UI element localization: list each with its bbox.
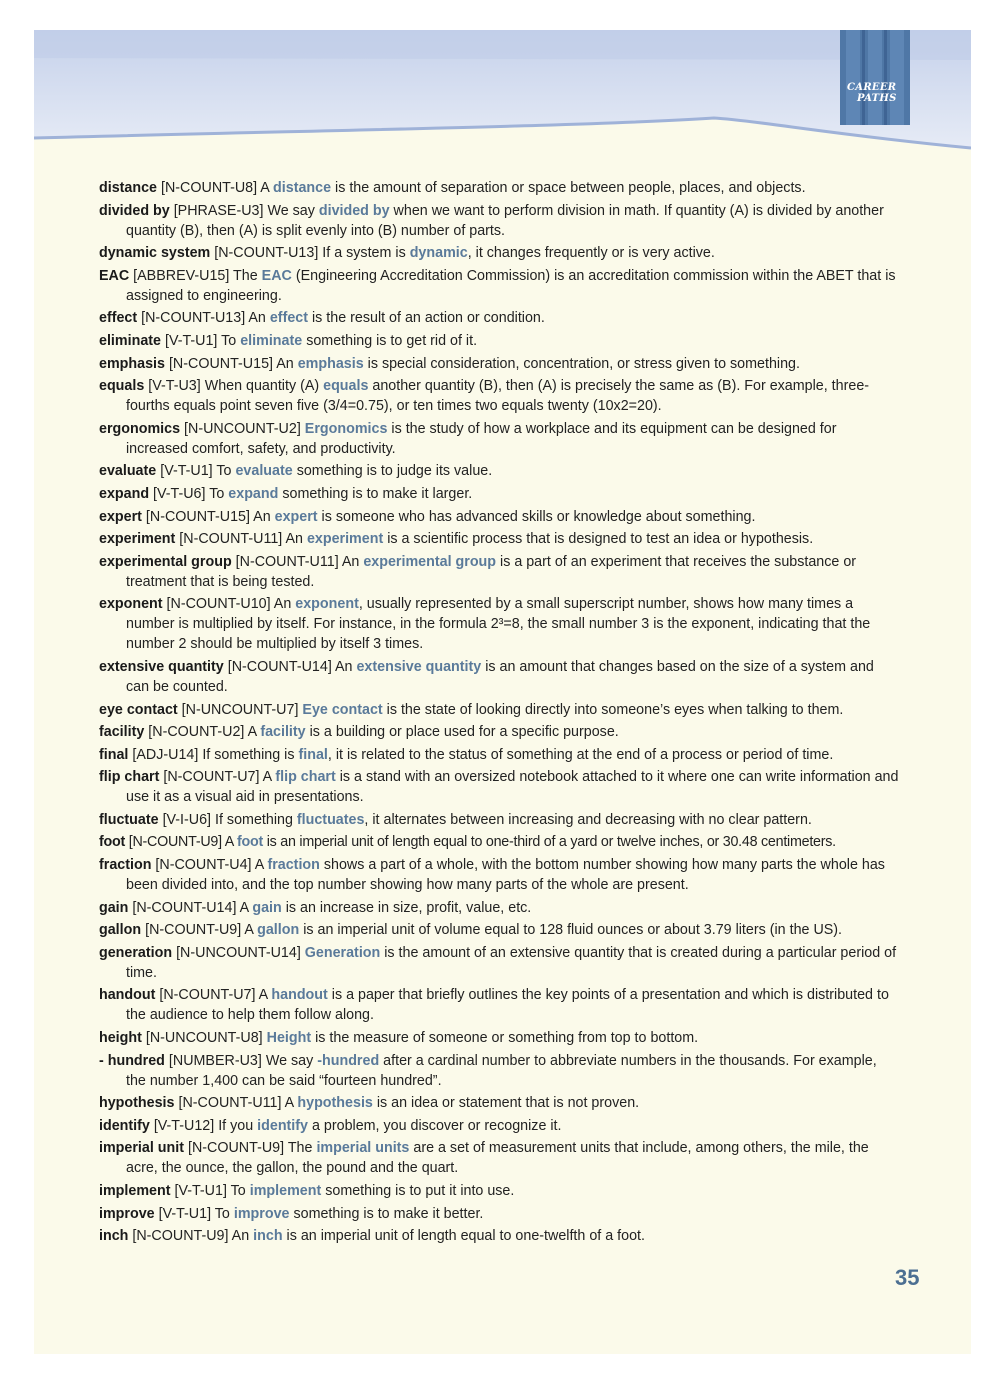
glossary-entry xyxy=(99,767,899,807)
entry-highlight: divided by xyxy=(318,202,390,219)
entry-highlight: evaluate xyxy=(235,463,293,480)
entry-highlight: Ergonomics xyxy=(304,420,388,437)
entry-tag: [N-COUNT-U7] xyxy=(163,769,260,786)
glossary-entry xyxy=(99,201,899,241)
entry-pre: A xyxy=(260,180,270,196)
entry-pre: If you xyxy=(218,1117,254,1134)
entry-tag: [V-T-U1] xyxy=(174,1183,227,1199)
entry-highlight: handout xyxy=(271,987,328,1004)
entry-term: identify xyxy=(99,1117,150,1134)
entry-definition: another quantity (B), then (A) is precisely the same as (B). For example, three-fourths equals point seven five (3/4=0.75), or ten times two equals twenty (10x2=20). xyxy=(126,378,870,415)
entry-term: experimental group xyxy=(99,553,232,570)
entry-definition: is an increase in size, profit, value, etc. xyxy=(285,899,532,916)
glossary-entry xyxy=(99,722,899,742)
glossary-entry xyxy=(99,594,899,654)
entry-highlight: imperial units xyxy=(316,1140,410,1157)
entry-highlight: Height xyxy=(266,1030,312,1047)
entry-definition: something is to make it larger. xyxy=(282,485,473,502)
glossary-entry xyxy=(99,484,899,504)
entry-tag: [PHRASE-U3] xyxy=(173,202,264,219)
entry-definition: is an imperial unit of length equal to one-third of a yard or twelve inches, or 30.48 centimeters. xyxy=(266,834,836,851)
entry-highlight: flip chart xyxy=(275,769,336,786)
entry-tag: [N-COUNT-U14] xyxy=(227,658,332,675)
entry-pre: A xyxy=(254,857,264,874)
entry-highlight: equals xyxy=(323,378,369,395)
entry-term: hypothesis xyxy=(99,1095,175,1112)
entry-term: expert xyxy=(99,508,142,525)
entry-term: emphasis xyxy=(99,355,165,372)
entry-pre: An xyxy=(248,310,266,327)
entry-term: facility xyxy=(99,724,145,741)
entry-pre: To xyxy=(216,463,232,480)
entry-highlight: Generation xyxy=(304,944,381,961)
entry-term: handout xyxy=(99,987,156,1004)
entry-term: eliminate xyxy=(99,332,161,349)
entry-highlight: exponent xyxy=(295,596,359,613)
entry-pre: A xyxy=(247,724,257,741)
glossary-entry xyxy=(99,745,899,765)
entry-tag: [N-COUNT-U11] xyxy=(235,553,339,570)
entry-term: - hundred xyxy=(99,1052,165,1069)
entry-highlight: expand xyxy=(228,485,279,502)
glossary-entry xyxy=(99,920,899,940)
entry-definition: after a cardinal number to abbreviate numbers in the thousands. For example, the number 1,400 can be said “fourteen hundred”. xyxy=(126,1052,877,1089)
glossary-entry xyxy=(99,1116,899,1136)
glossary-entry xyxy=(99,376,899,416)
glossary-entry xyxy=(99,898,899,918)
entry-highlight: expert xyxy=(274,508,318,525)
entry-term: height xyxy=(99,1030,142,1047)
entry-definition: is the state of looking directly into someone’s eyes when talking to them. xyxy=(386,701,844,718)
entry-tag: [N-COUNT-U9] xyxy=(187,1140,285,1157)
entry-tag: [V-I-U6] xyxy=(162,811,212,828)
entry-highlight: gain xyxy=(252,899,282,916)
entry-term: gain xyxy=(99,899,129,916)
entry-pre: A xyxy=(239,899,249,916)
entry-tag: [N-UNCOUNT-U2] xyxy=(184,420,301,437)
entry-highlight: gallon xyxy=(257,922,300,939)
entry-term: expand xyxy=(99,485,150,502)
entry-pre: To xyxy=(209,485,225,502)
entry-term: exponent xyxy=(99,596,163,613)
glossary-entry xyxy=(99,354,899,374)
entry-highlight: extensive quantity xyxy=(356,658,482,675)
glossary-entry xyxy=(99,178,899,198)
glossary-entry xyxy=(99,943,899,983)
entry-definition: is the amount of separation or space between people, places, and objects. xyxy=(335,180,806,196)
entry-term: divided by xyxy=(99,202,170,219)
entry-definition: is an amount that changes based on the size of a system and can be counted. xyxy=(126,658,874,695)
entry-definition: is the study of how a workplace and its equipment can be designed for increased comfort, safety, and productivity. xyxy=(126,420,837,457)
glossary-entry xyxy=(99,1226,899,1246)
entry-tag: [N-COUNT-U2] xyxy=(148,724,245,741)
entry-highlight: dynamic xyxy=(409,245,468,262)
glossary-entry xyxy=(99,1181,899,1201)
entry-tag: [N-COUNT-U15] xyxy=(145,508,250,525)
entry-tag: [NUMBER-U3] xyxy=(168,1052,262,1069)
entry-tag: [V-T-U3] xyxy=(148,378,201,395)
glossary-entry xyxy=(99,1028,899,1048)
entry-highlight: fluctuates xyxy=(296,811,365,828)
glossary-entry xyxy=(99,419,899,459)
entry-term: ergonomics xyxy=(99,420,181,437)
glossary-entry xyxy=(99,832,899,852)
entry-pre: The xyxy=(233,267,258,284)
entry-highlight: emphasis xyxy=(297,355,364,372)
entry-pre: To xyxy=(230,1183,246,1199)
entry-definition: is an imperial unit of length equal to one-twelfth of a foot. xyxy=(286,1228,645,1245)
entry-pre: If a system is xyxy=(322,245,406,262)
entry-highlight: experiment xyxy=(306,531,384,548)
entry-definition: , it changes frequently or is very active. xyxy=(467,245,715,262)
entry-tag: [N-COUNT-U9] xyxy=(128,834,222,851)
entry-pre: A xyxy=(262,769,272,786)
entry-term: foot xyxy=(99,834,125,851)
entry-tag: [N-COUNT-U7] xyxy=(159,987,256,1004)
entry-term: eye contact xyxy=(99,701,178,718)
entry-pre: To xyxy=(221,332,237,349)
glossary-entry xyxy=(99,855,899,895)
page-number: 35 xyxy=(895,1265,920,1290)
entry-term: implement xyxy=(99,1183,171,1199)
entry-tag: [N-UNCOUNT-U8] xyxy=(145,1030,263,1047)
entry-pre: An xyxy=(334,658,353,675)
entry-pre: When quantity (A) xyxy=(204,378,320,395)
glossary-entry xyxy=(99,1051,899,1091)
glossary-entry xyxy=(99,985,899,1025)
entry-pre: An xyxy=(273,596,292,613)
entry-highlight: final xyxy=(298,746,328,763)
entry-pre: To xyxy=(214,1205,230,1222)
entry-term: dynamic system xyxy=(99,245,211,262)
entry-tag: [N-COUNT-U11] xyxy=(178,1095,282,1112)
entry-highlight: facility xyxy=(260,724,306,741)
entry-definition: is someone who has advanced skills or knowledge about something. xyxy=(321,508,756,525)
entry-term: fraction xyxy=(99,857,152,874)
entry-definition: is a part of an experiment that receives the substance or treatment that is being tested. xyxy=(126,553,857,590)
glossary-entry xyxy=(99,308,899,328)
entry-highlight: -hundred xyxy=(317,1052,380,1069)
glossary-entry xyxy=(99,461,899,481)
entry-definition: is an imperial unit of volume equal to 128 fluid ounces or about 3.79 liters (in the US). xyxy=(303,922,843,939)
entry-pre: An xyxy=(285,531,303,548)
entry-highlight: inch xyxy=(253,1228,283,1245)
entry-pre: A xyxy=(258,987,268,1004)
entry-highlight: hypothesis xyxy=(297,1095,373,1112)
entry-pre: A xyxy=(224,834,234,851)
entry-tag: [V-T-U1] xyxy=(164,332,218,349)
glossary-entry xyxy=(99,243,899,263)
entry-tag: [N-COUNT-U8] xyxy=(161,180,258,196)
entry-definition: when we want to perform division in math. If quantity (A) is divided by another quantity (B), then (A) is split evenly into (B) number of parts. xyxy=(126,202,884,239)
glossary-entry xyxy=(99,1204,899,1224)
entry-tag: [N-COUNT-U14] xyxy=(132,899,237,916)
entry-term: extensive quantity xyxy=(99,658,224,675)
glossary-entry xyxy=(99,810,899,830)
entry-definition: , usually represented by a small superscript number, shows how many times a number is multiplied by itself. For instance, in the formula 2³=8, the small number 3 is the exponent, indicating that the number 2 should be multiplied by itself 3 times. xyxy=(126,596,871,653)
entry-term: distance xyxy=(99,180,158,196)
entry-highlight: eliminate xyxy=(240,332,303,349)
entry-term: fluctuate xyxy=(99,811,159,828)
glossary-entry xyxy=(99,529,899,549)
entry-definition: is a stand with an oversized notebook attached to it where one can write information and use it as a visual aid in presentations. xyxy=(126,769,899,806)
entry-pre: An xyxy=(231,1228,250,1245)
entry-definition: is a paper that briefly outlines the key points of a presentation and which is distributed to the audience to help them follow along. xyxy=(126,987,889,1024)
career-paths-logo xyxy=(840,30,910,125)
entry-tag: [N-COUNT-U10] xyxy=(166,596,271,613)
entry-highlight: Eye contact xyxy=(302,701,383,718)
logo-line1: CAREER xyxy=(847,82,897,93)
entry-term: experiment xyxy=(99,531,176,548)
entry-highlight: experimental group xyxy=(363,553,497,570)
entry-pre: An xyxy=(253,508,271,525)
entry-definition: are a set of measurement units that include, among others, the mile, the acre, the ounce, the gallon, the pound and the quart. xyxy=(126,1140,869,1177)
entry-highlight: distance xyxy=(273,180,332,196)
entry-tag: [N-COUNT-U9] xyxy=(132,1228,229,1245)
entry-definition: , it alternates between increasing and decreasing with no clear pattern. xyxy=(364,811,812,828)
entry-tag: [N-UNCOUNT-U14] xyxy=(176,944,301,961)
entry-definition: a problem, you discover or recognize it. xyxy=(311,1117,562,1134)
logo-text xyxy=(847,82,909,104)
entry-term: improve xyxy=(99,1205,155,1222)
entry-highlight: improve xyxy=(233,1205,290,1222)
glossary-entry xyxy=(99,507,899,527)
entry-definition: is a building or place used for a specific purpose. xyxy=(309,724,619,741)
entry-tag: [V-T-U1] xyxy=(158,1205,212,1222)
entry-tag: [V-T-U6] xyxy=(153,485,206,502)
entry-highlight: foot xyxy=(237,834,264,851)
entry-definition: is a scientific process that is designed to test an idea or hypothesis. xyxy=(387,531,814,548)
entry-tag: [V-T-U12] xyxy=(153,1117,215,1134)
entry-term: imperial unit xyxy=(99,1140,184,1157)
entry-highlight: identify xyxy=(257,1117,308,1134)
glossary-entry xyxy=(99,1093,899,1113)
entry-pre: If something is xyxy=(202,746,295,763)
entry-pre: If something xyxy=(215,811,293,828)
entry-highlight: fraction xyxy=(267,857,320,874)
entry-term: equals xyxy=(99,378,145,395)
entry-definition: is an idea or statement that is not proven. xyxy=(376,1095,640,1112)
entry-pre: An xyxy=(341,553,360,570)
entry-term: inch xyxy=(99,1228,129,1245)
header-band xyxy=(34,30,971,160)
entry-definition: is the measure of someone or something from top to bottom. xyxy=(315,1030,699,1047)
entry-definition: something is to get rid of it. xyxy=(306,332,478,349)
entry-highlight: implement xyxy=(249,1183,322,1199)
entry-pre: An xyxy=(276,355,294,372)
entry-term: evaluate xyxy=(99,463,157,480)
entry-tag: [N-COUNT-U11] xyxy=(179,531,283,548)
glossary-entry xyxy=(99,266,899,306)
entry-tag: [N-COUNT-U4] xyxy=(155,857,252,874)
entry-pre: A xyxy=(244,922,254,939)
entry-definition: something is to make it better. xyxy=(293,1205,484,1222)
entry-pre: We say xyxy=(267,202,315,219)
entry-highlight: EAC xyxy=(261,267,292,284)
entry-tag: [ADJ-U14] xyxy=(132,746,199,763)
entry-highlight: effect xyxy=(269,310,308,327)
entry-term: final xyxy=(99,746,129,763)
entry-term: flip chart xyxy=(99,769,160,786)
entry-pre: We say xyxy=(265,1052,314,1069)
entry-term: EAC xyxy=(99,267,130,284)
entry-tag: [V-T-U1] xyxy=(160,463,213,480)
entry-term: effect xyxy=(99,310,138,327)
entry-definition: , it is related to the status of something at the end of a process or period of time. xyxy=(327,746,834,763)
entry-definition: something is to judge its value. xyxy=(296,463,493,480)
glossary-entry xyxy=(99,1138,899,1178)
entry-definition: something is to put it into use. xyxy=(325,1183,515,1199)
glossary-entry xyxy=(99,331,899,351)
glossary-entry xyxy=(99,700,899,720)
entry-tag: [ABBREV-U15] xyxy=(133,267,230,284)
entry-definition: is the amount of an extensive quantity that is created during a particular period of time. xyxy=(126,944,897,981)
entry-tag: [N-COUNT-U9] xyxy=(145,922,242,939)
entry-tag: [N-COUNT-U15] xyxy=(168,355,274,372)
logo-line2: PATHS xyxy=(857,93,897,104)
glossary-list xyxy=(99,178,899,1249)
entry-term: gallon xyxy=(99,922,142,939)
entry-definition: (Engineering Accreditation Commission) is an accreditation commission within the ABET that is assigned to engineering. xyxy=(126,267,896,304)
entry-definition: is special consideration, concentration, or stress given to something. xyxy=(367,355,800,372)
entry-term: generation xyxy=(99,944,173,961)
entry-definition: shows a part of a whole, with the bottom number showing how many parts the whole has been divided into, and the top number showing how many parts of the whole are present. xyxy=(126,857,885,894)
entry-tag: [N-UNCOUNT-U7] xyxy=(181,701,299,718)
entry-tag: [N-COUNT-U13] xyxy=(214,245,319,262)
entry-pre: The xyxy=(287,1140,313,1157)
glossary-entry xyxy=(99,552,899,592)
entry-tag: [N-COUNT-U13] xyxy=(141,310,246,327)
entry-definition: is the result of an action or condition. xyxy=(311,310,545,327)
glossary-entry xyxy=(99,657,899,697)
entry-pre: A xyxy=(284,1095,294,1112)
